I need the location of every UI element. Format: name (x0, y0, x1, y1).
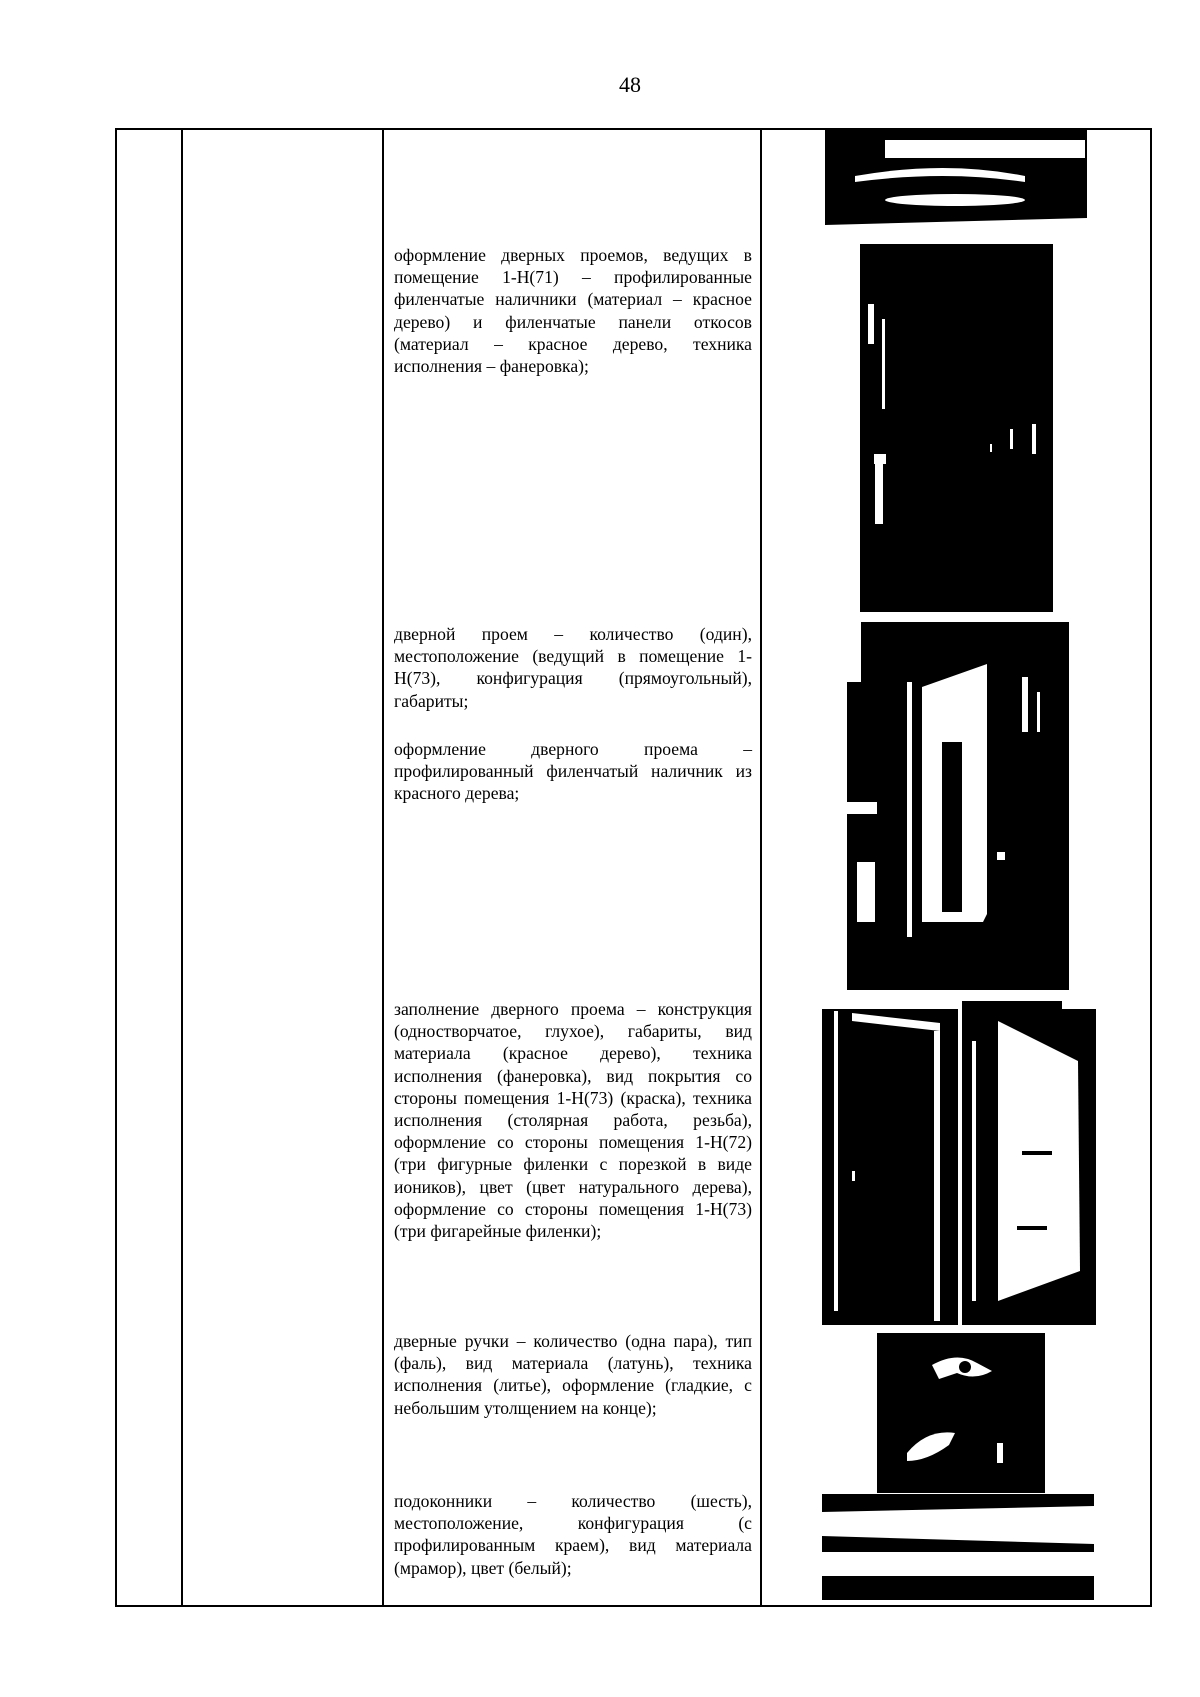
photo-windowsill (822, 1494, 1094, 1600)
photo-door-handles (877, 1333, 1045, 1493)
photo-door-leaf-side-b (962, 1001, 1096, 1325)
table-bottom-border (115, 1605, 1152, 1607)
description-paragraph: дверные ручки – количество (одна пара), тип (фаль), вид материала (латунь), техника исполнения (литье), оформление (гладкие, с небольшим утолщением на конце); (394, 1331, 752, 1418)
photo-top-fragment (825, 130, 1087, 236)
description-paragraph: заполнение дверного проема – конструкция (одностворчатое, глухое), габариты, вид материала (красное дерево), техника исполнения (фанеровка), вид покрытия со стороны помещения 1-Н(73) (краска), техника исполнения (столярная работа, резьба), оформление со стороны помещения 1-Н(72) (три фигурные филенки с порезкой в виде иоников), цвет (цвет натурального дерева), оформление со стороны помещения 1-Н(73) (три фигарейные филенки); (394, 999, 752, 1242)
description-paragraph: оформление дверного проема – профилированный филенчатый наличник из красного дерева; (394, 739, 752, 804)
page-number: 48 (619, 72, 641, 97)
table-col-border (760, 128, 762, 1607)
table-col-border (382, 128, 384, 1607)
description-paragraph: оформление дверных проемов, ведущих в помещение 1-Н(71) – профилированные филенчатые наличники (материал – красное дерево) и филенчатые панели откосов (материал – красное дерево, техника исполнения – фанеровка); (394, 245, 752, 377)
table-col-border (115, 128, 117, 1607)
photo-open-door (847, 622, 1069, 990)
photo-door-casing (860, 244, 1053, 612)
table-col-border (181, 128, 183, 1607)
photo-door-leaf-side-a (822, 1001, 958, 1325)
table-col-border (1150, 128, 1152, 1607)
description-paragraph: подоконники – количество (шесть), местоположение, конфигурация (с профилированным краем), вид материала (мрамор), цвет (белый); (394, 1491, 752, 1578)
description-paragraph: дверной проем – количество (один), местоположение (ведущий в помещение 1-Н(73), конфигурация (прямоугольный), габариты; (394, 624, 752, 711)
